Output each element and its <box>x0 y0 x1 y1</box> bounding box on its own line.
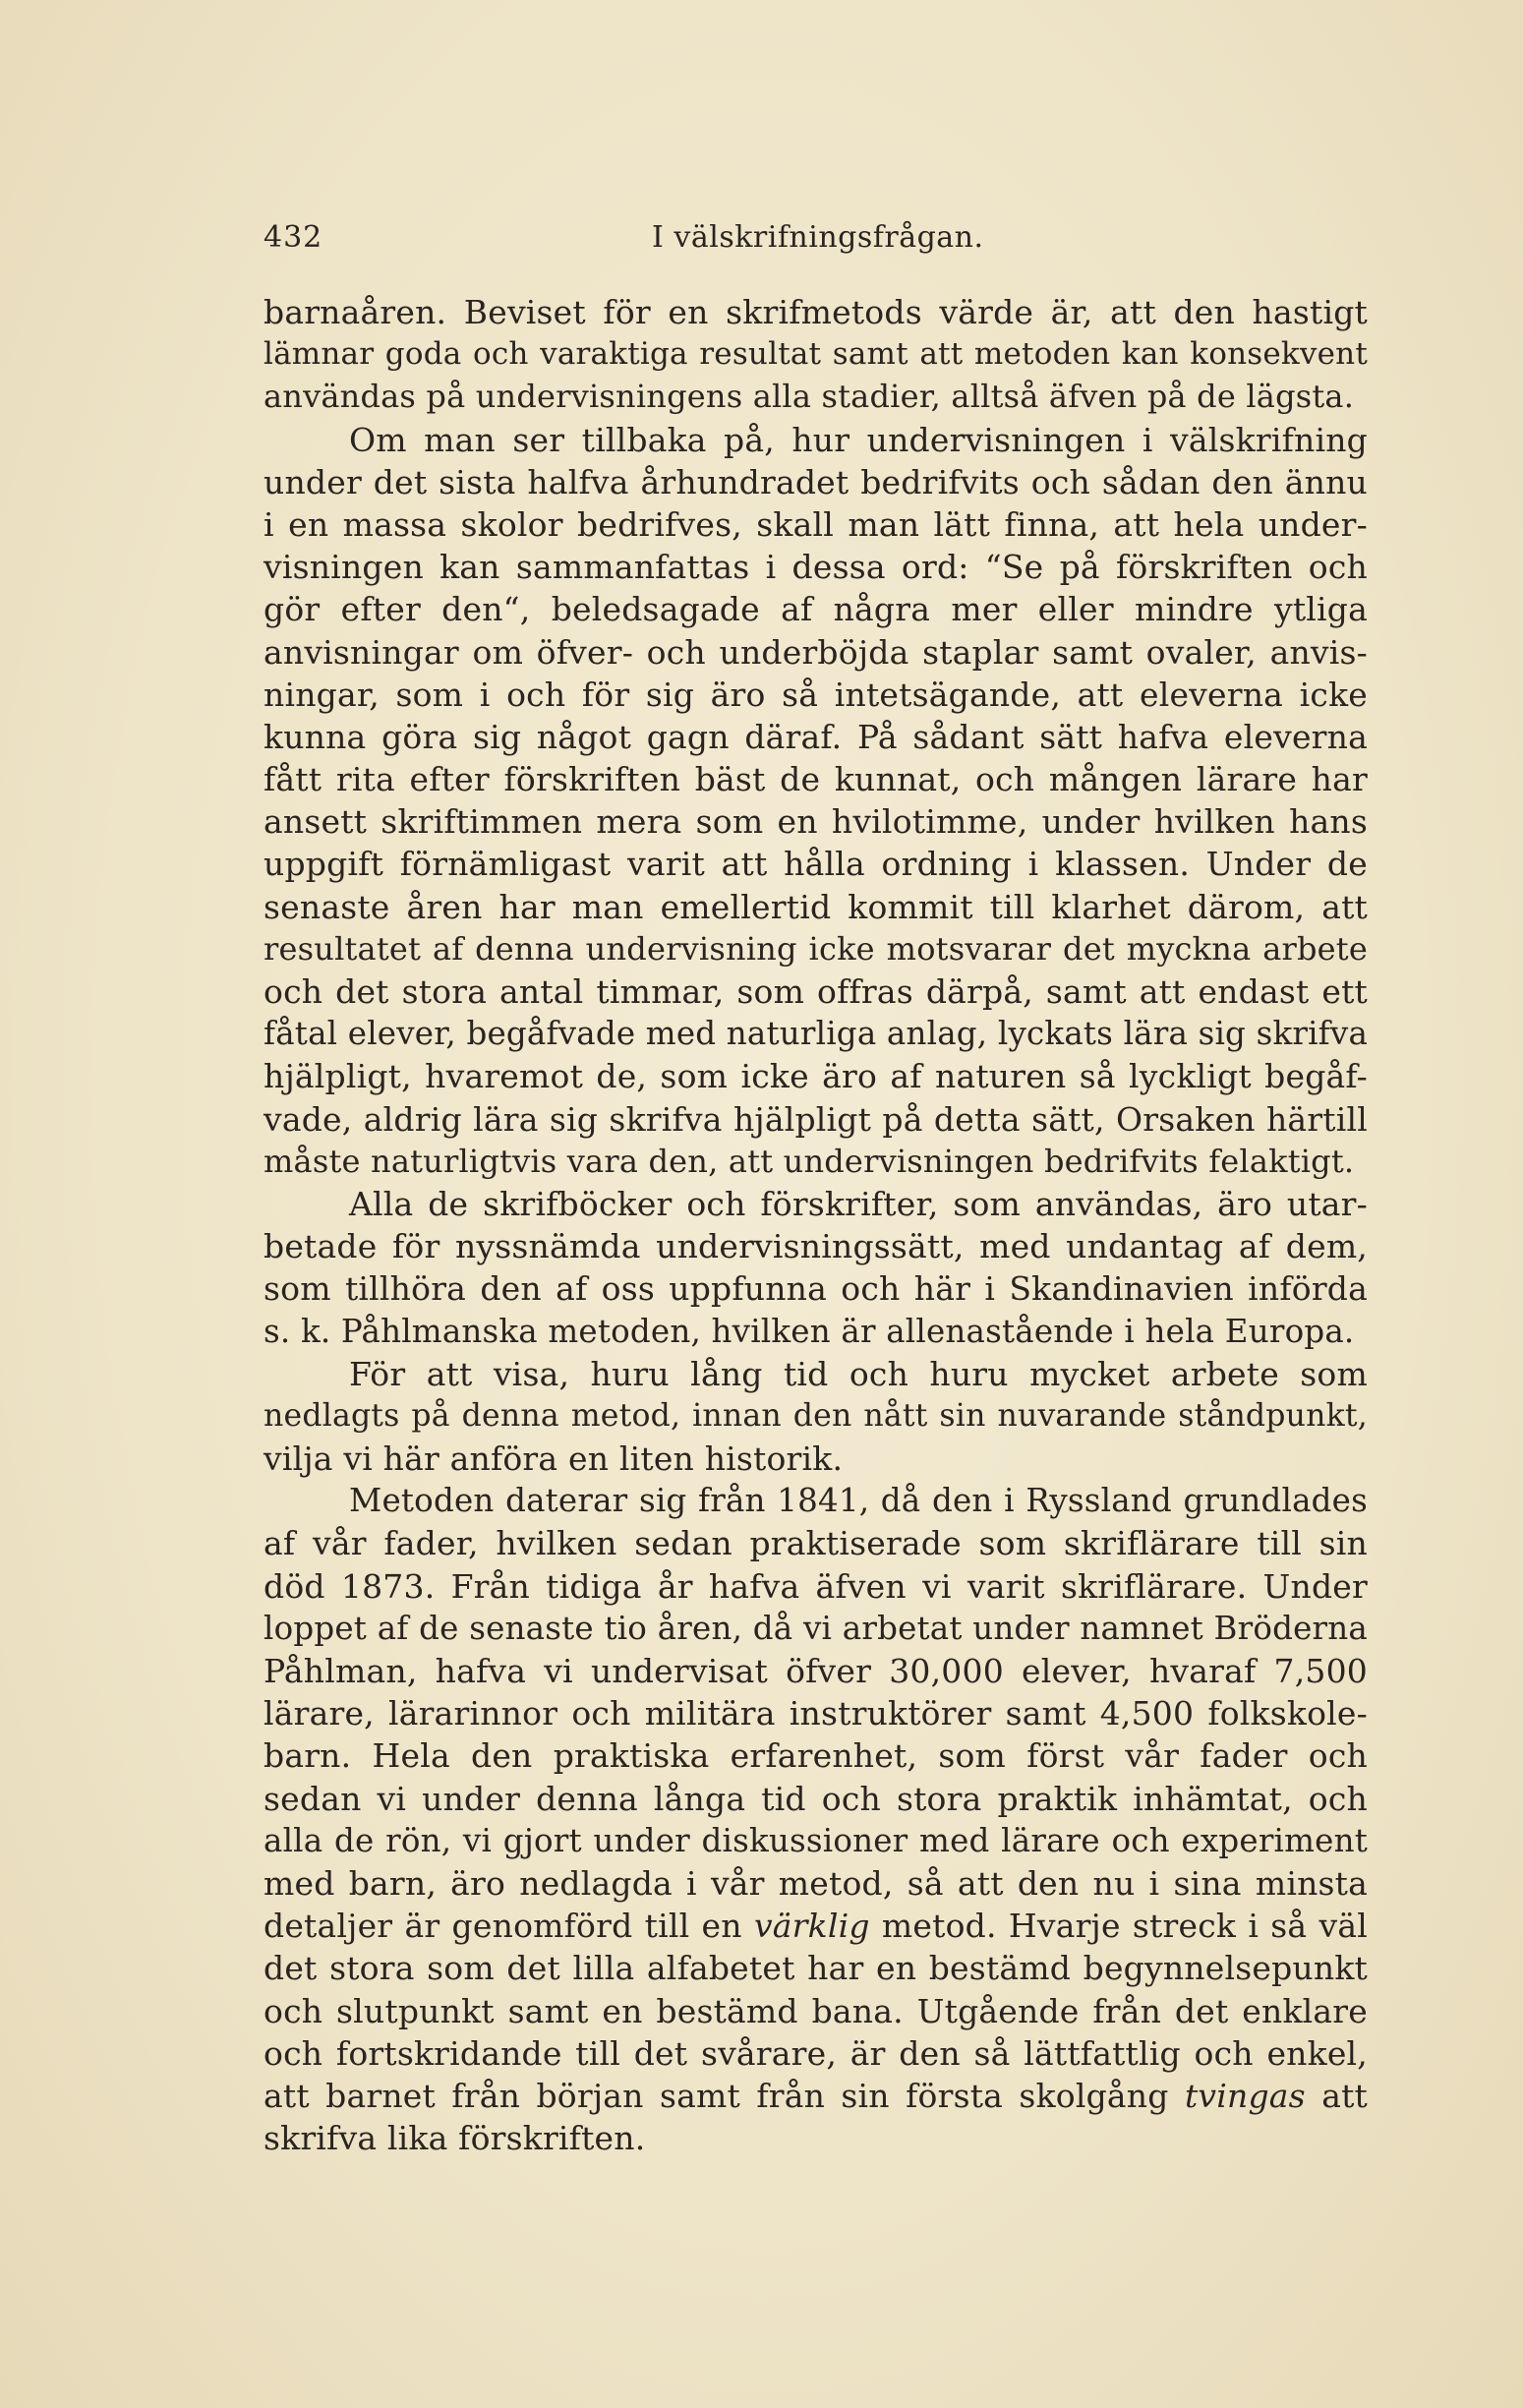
text-line: detaljer är genomförd till en värklig metod. Hvarje streck i så väl <box>264 1907 1368 1946</box>
text-line: af vår fader, hvilken sedan praktiserade som skriflärare till sin <box>264 1524 1368 1563</box>
page-number: 432 <box>264 220 323 255</box>
text-line: fåtal elever, begåfvade med naturliga anlag, lyckats lära sig skrifva <box>264 1015 1369 1053</box>
text-line: och fortskridande till det svårare, är den så lättfattlig och enkel, <box>264 2033 1368 2073</box>
text-line: i en massa skolor bedrifves, skall man lätt finna, att hela under- <box>264 504 1368 544</box>
text-line: barnaåren. Beviset för en skrifmetods värde är, att den hastigt <box>264 293 1368 331</box>
text-line: ansett skriftimmen mera som en hvilotimme, under hvilken hans <box>264 802 1368 842</box>
text-line: Metoden daterar sig från 1841, då den i Ryssland grundlades <box>349 1482 1368 1520</box>
text-line: lärare, lärarinnor och militära instruktörer samt 4,500 folkskole- <box>264 1694 1368 1733</box>
text-line: att barnet från början samt från sin första skolgång tvingas att <box>264 2076 1368 2115</box>
text-line: barn. Hela den praktiska erfarenhet, som först vår fader och <box>264 1736 1368 1776</box>
text-line: lämnar goda och varaktiga resultat samt att metoden kan konsekvent <box>264 336 1368 373</box>
text-line: under det sista halfva århundradet bedrifvits och sådan den ännu <box>264 462 1368 501</box>
text-line: och det stora antal timmar, som offras därpå, samt att endast ett <box>264 972 1368 1011</box>
text-line: senaste åren har man emellertid kommit till klarhet därom, att <box>264 887 1368 926</box>
text-line: nedlagts på denna metod, innan den nått sin nuvarande ståndpunkt, <box>264 1397 1368 1434</box>
text-line: Alla de skrifböcker och förskrifter, som användas, äro utar- <box>349 1184 1368 1223</box>
text-line: sedan vi under denna långa tid och stora praktik inhämtat, och <box>264 1779 1368 1818</box>
running-head <box>264 220 1368 260</box>
running-title: I välskrifningsfrågan. <box>652 220 984 255</box>
text-line: och slutpunkt samt en bestämd bana. Utgående från det enklare <box>264 1991 1368 2030</box>
text-line: resultatet af denna undervisning icke motsvarar det myckna arbete <box>264 929 1368 968</box>
text-line: betade för nyssnämda undervisningssätt, med undantag af dem, <box>264 1227 1368 1266</box>
text-line: loppet af de senaste tio åren, då vi arbetat under namnet Bröderna <box>264 1609 1368 1647</box>
text-line: med barn, äro nedlagda i vår metod, så att den nu i sina minsta <box>264 1863 1368 1903</box>
text-line: Påhlman, hafva vi undervisat öfver 30,000 elever, hvaraf 7,500 <box>264 1652 1368 1690</box>
text-line: gör efter den“, beledsagade af några mer eller mindre ytliga <box>264 590 1368 629</box>
text-line: död 1873. Från tidiga år hafva äfven vi varit skriflärare. Under <box>264 1566 1368 1606</box>
text-line: uppgift förnämligast varit att hålla ordning i klassen. Under de <box>264 845 1368 884</box>
text-line: visningen kan sammanfattas i dessa ord: “Se på förskriften och <box>264 548 1368 587</box>
text-line: alla de rön, vi gjort under diskussioner med lärare och experiment <box>264 1821 1368 1859</box>
text-line: kunna göra sig något gagn däraf. På sådant sätt hafva eleverna <box>264 717 1368 756</box>
text-line: s. k. Påhlmanska metoden, hvilken är allenastående i hela Europa. <box>264 1312 1355 1350</box>
emphasis: tvingas <box>1184 2076 1306 2115</box>
text-line: hjälpligt, hvaremot de, som icke äro af naturen så lyckligt begåf- <box>264 1057 1368 1096</box>
body-text <box>264 291 1368 2159</box>
text-line: måste naturligtvis vara den, att undervisningen bedrifvits felaktigt. <box>264 1142 1355 1180</box>
emphasis: värklig <box>753 1907 870 1946</box>
text-line: som tillhöra den af oss uppfunna och här i Skandinavien införda <box>264 1269 1368 1309</box>
text-line: fått rita efter förskriften bäst de kunnat, och mången lärare har <box>264 760 1368 799</box>
text-line: vade, aldrig lära sig skrifva hjälpligt på detta sätt, Orsaken härtill <box>264 1099 1368 1139</box>
text-line: användas på undervisningens alla stadier, alltså äfven på de lägsta. <box>264 378 1355 416</box>
text-line: ningar, som i och för sig äro så intetsägande, att eleverna icke <box>264 675 1368 714</box>
text-line: skrifva lika förskriften. <box>264 2119 646 2158</box>
text-line: anvisningar om öfver- och underböjda staplar samt ovaler, anvis- <box>264 632 1368 672</box>
text-line: det stora som det lilla alfabetet har en bestämd begynnelsepunkt <box>264 1949 1368 1988</box>
text-line: Om man ser tillbaka på, hur undervisningen i välskrifning <box>349 420 1368 459</box>
text-line: För att visa, huru lång tid och huru mycket arbete som <box>349 1354 1368 1393</box>
text-line: vilja vi här anföra en liten historik. <box>264 1439 844 1479</box>
